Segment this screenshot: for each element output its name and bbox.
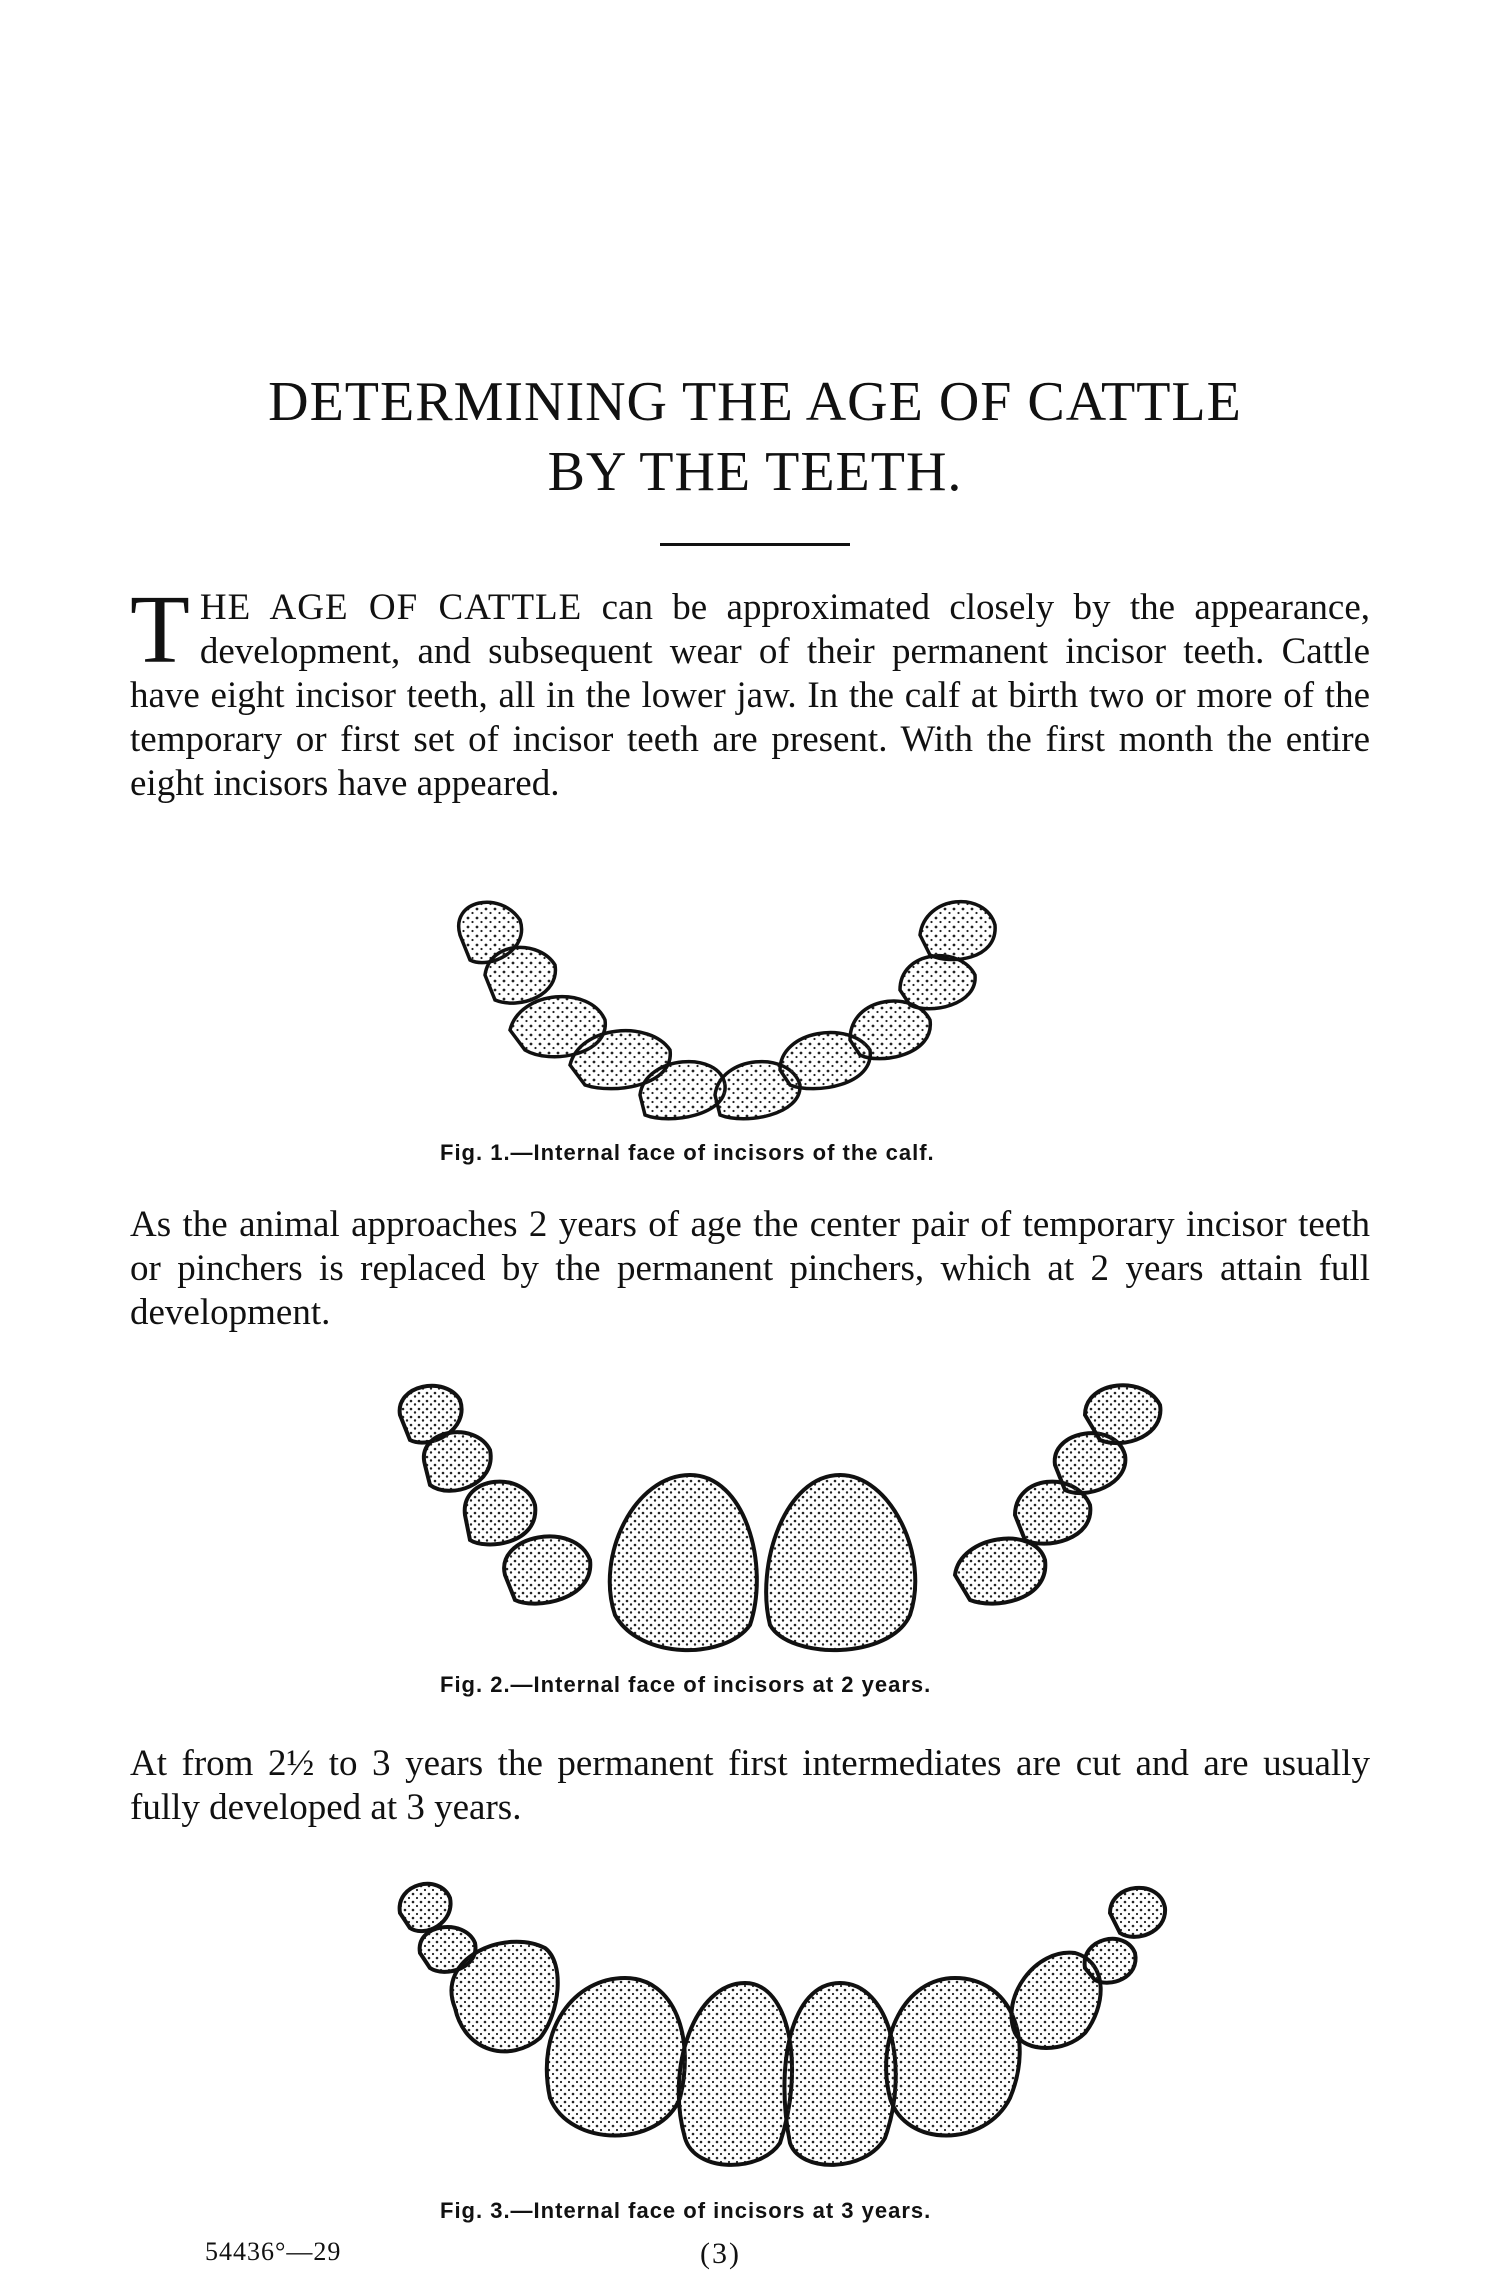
page-title-line-2: BY THE TEETH. — [547, 441, 963, 503]
page-number: (3) — [700, 2237, 741, 2270]
figure-3-caption: Fig. 3.—Internal face of incisors at 3 years. — [440, 2198, 932, 2223]
title-divider — [660, 543, 850, 546]
intro-text: can be approximated closely by the appearance, development, and subsequent wear of their permanent incisor teeth. Cattle have eight incisor teeth, all in the lower jaw. In the calf at birth two or more of the temporary or first set of incisor teeth are present. With the first month the entire eight incisors have appeared. — [130, 587, 1370, 804]
figure-2-caption: Fig. 2.—Internal face of incisors at 2 years. — [440, 1672, 932, 1697]
three-years-paragraph: At from 2½ to 3 years the permanent first intermediates are cut and are usually fully developed at 3 years. — [130, 1743, 1370, 1828]
drop-cap: T — [130, 576, 190, 684]
intro-smallcaps: HE AGE OF CATTLE — [199, 587, 583, 628]
page-title-line-1: DETERMINING THE AGE OF CATTLE — [268, 371, 1242, 433]
two-years-paragraph: As the animal approaches 2 years of age the center pair of temporary incisor teeth or pinchers is replaced by the permanent pinchers, which at 2 years attain full development. — [130, 1204, 1370, 1333]
figure-1-calf-incisors-illustration — [430, 880, 1010, 1125]
figure-3-three-year-incisors-illustration — [395, 1868, 1170, 2178]
intro-paragraph — [130, 576, 1370, 806]
figure-2-two-year-incisors-illustration — [385, 1375, 1175, 1665]
figure-1-caption: Fig. 1.—Internal face of incisors of the calf. — [440, 1140, 935, 1165]
print-code: 54436°—29 — [205, 2237, 342, 2266]
